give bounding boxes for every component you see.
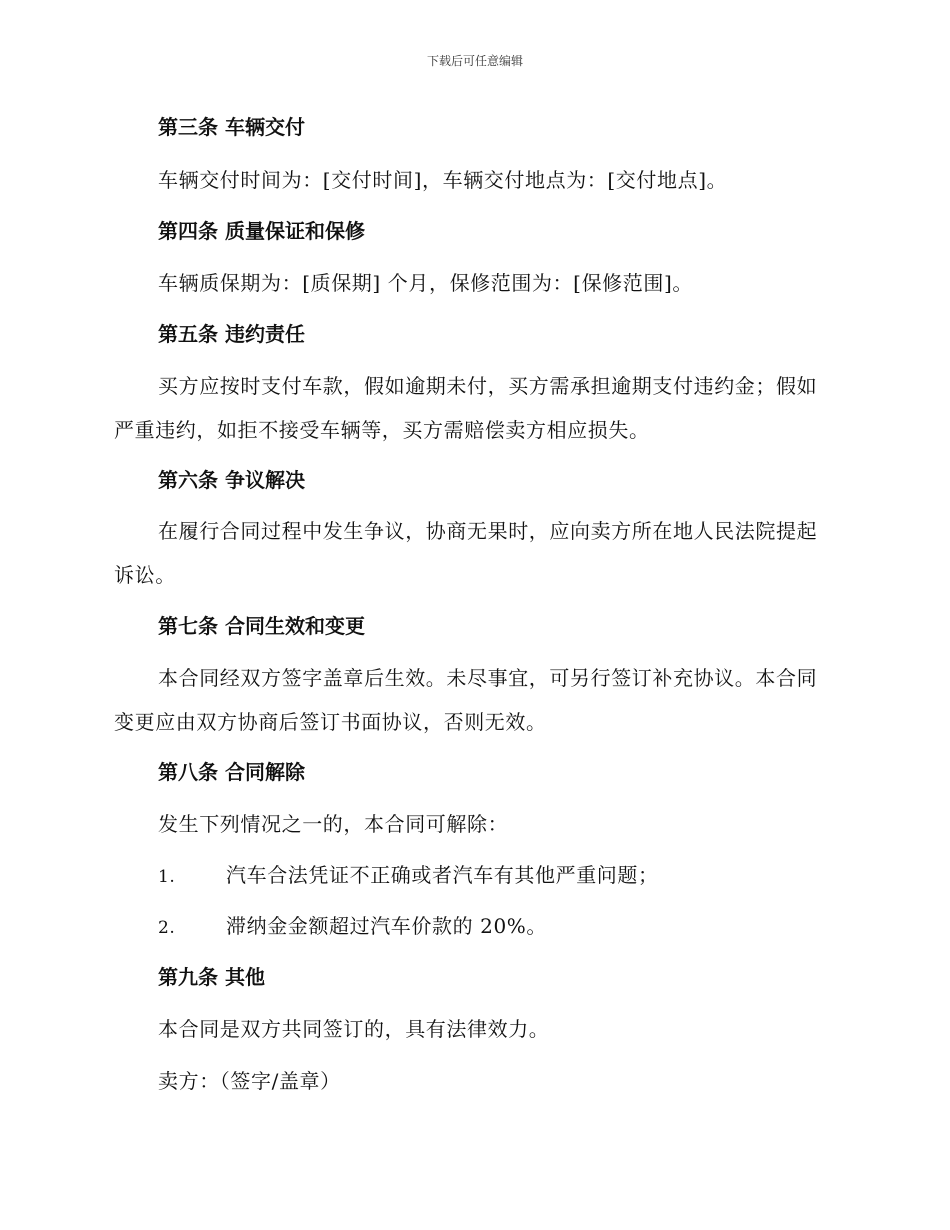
list-item-text: 滞纳金金额超过汽车价款的 20%。 [226,914,548,938]
paragraph-effect-change: 本合同经双方签字盖章后生效。未尽事宜，可另行签订补充协议。本合同变更应由双方协商后签订书面协议，否则无效。 [114,666,818,734]
paragraph-liability: 买方应按时支付车款，假如逾期未付，买方需承担逾期支付违约金；假如严重违约，如拒不接受车辆等，买方需赔偿卖方相应损失。 [114,374,818,442]
list-item [158,861,659,891]
paragraph-dispute: 在履行合同过程中发生争议，协商无果时，应向卖方所在地人民法院提起诉讼。 [114,519,818,587]
section-heading-termination: 第八条 合同解除 [158,760,305,784]
section-heading-effect-change: 第七条 合同生效和变更 [158,614,365,638]
list-item-number: 1. [158,867,176,887]
seller-signature-line: 卖方：（签字/盖章） [158,1069,341,1093]
section-heading-dispute: 第六条 争议解决 [158,468,305,492]
section-heading-warranty: 第四条 质量保证和保修 [158,219,365,243]
paragraph-termination: 发生下列情况之一的，本合同可解除： [158,812,509,836]
section-heading-other: 第九条 其他 [158,965,265,989]
section-heading-vehicle-delivery: 第三条 车辆交付 [158,115,305,139]
list-item-number: 2. [158,918,176,938]
page-header: 下载后可任意编辑 [426,54,523,68]
section-heading-liability: 第五条 违约责任 [158,322,305,346]
paragraph-vehicle-delivery: 车辆交付时间为：[交付时间]，车辆交付地点为：[交付地点]。 [158,168,728,192]
list-item-text: 汽车合法凭证不正确或者汽车有其他严重问题； [226,863,659,887]
paragraph-other: 本合同是双方共同签订的，具有法律效力。 [158,1017,550,1041]
list-item [158,912,547,942]
paragraph-warranty: 车辆质保期为：[质保期] 个月，保修范围为：[保修范围]。 [158,271,693,295]
